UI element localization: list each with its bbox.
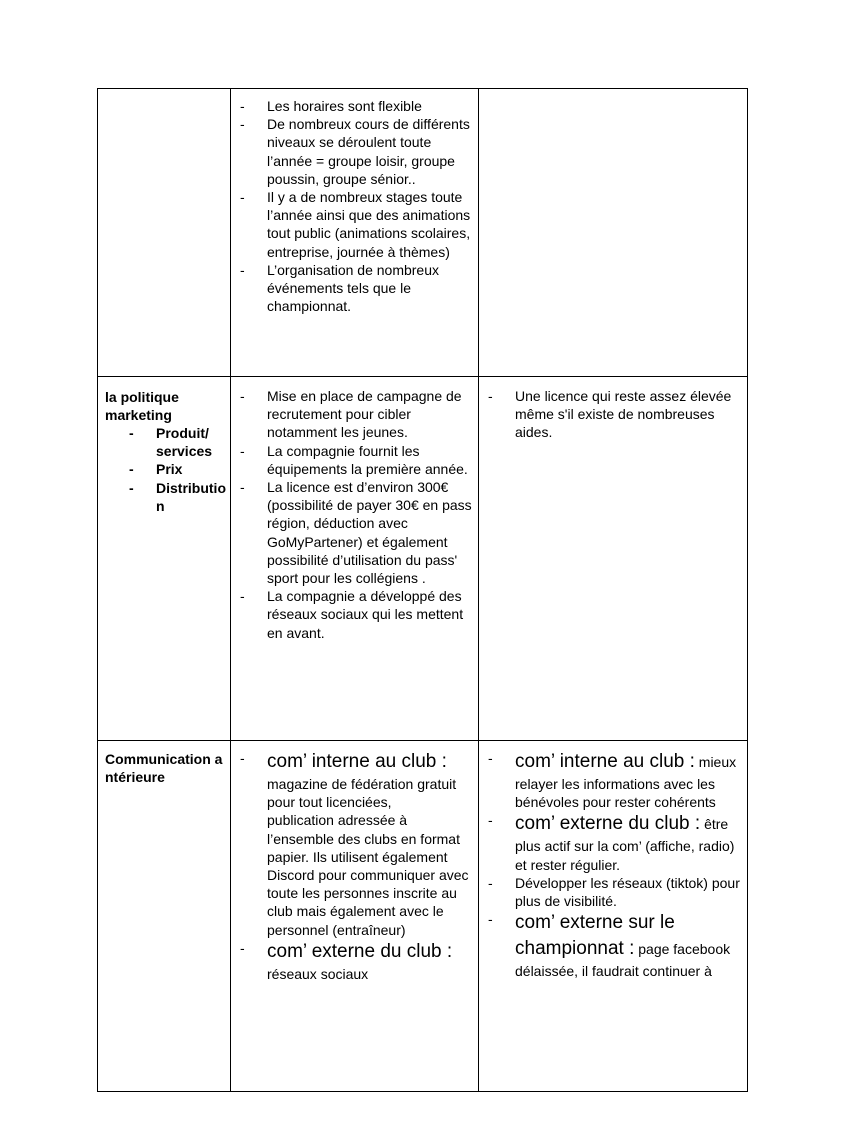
list-item: - De nombreux cours de différents niveaux se déroulent toute l’année = groupe loisir, groupe poussin, groupe sénior..: [240, 115, 472, 188]
list-item: [488, 874, 740, 910]
list-item: [488, 749, 740, 811]
item-heading: com’ externe du club :: [515, 813, 701, 835]
list-item: - La compagnie a développé des réseaux sociaux qui les mettent en avant.: [240, 587, 472, 642]
row3-col2-list: [240, 749, 472, 983]
row2-col2-list: [240, 387, 472, 642]
list-item: [488, 811, 740, 873]
item-text: réseaux sociaux: [267, 965, 369, 982]
column-divider: [478, 89, 479, 1091]
row-label: Communication antérieure: [105, 751, 223, 785]
list-item: - La licence est d’environ 300€ (possibilité de payer 30€ en pass région, déduction avec GoMyPartener) et également possibilité d’utilisation du pass' sport pour les collégiens .: [240, 478, 472, 587]
sublabel-item: - Produit/ services: [129, 424, 227, 460]
list-item: - Une licence qui reste assez élevée même s'il existe de nombreuses aides.: [488, 387, 740, 442]
item-text: publication adressée à l’ensemble des clubs en format papier. Ils utilisent également Discord pour communiquer avec toute les personnes inscrite au club mais également avec le personnel (entraîneur): [267, 812, 469, 938]
item-heading: com’ externe sur le championnat :: [515, 912, 675, 960]
row-sublabel-list: [129, 424, 227, 515]
content-table: [97, 88, 748, 1092]
row1-col2-list: [240, 97, 472, 315]
item-text: page facebook délaissée, il faudrait continuer à: [515, 941, 731, 980]
sublabel-item: - Prix: [129, 460, 227, 478]
row2-col3-list: [488, 387, 740, 442]
row2-label-cell: [105, 388, 227, 515]
row2-col2-cell: [240, 387, 472, 642]
item-text: être plus actif sur la com’ (affiche, radio) et rester régulier.: [515, 816, 735, 873]
list-item: [488, 910, 740, 980]
list-item: - L’organisation de nombreux événements tels que le championnat.: [240, 261, 472, 316]
row1-col2-cell: [240, 97, 472, 315]
row3-col3-cell: [488, 749, 740, 980]
list-item: - Les horaires sont flexible: [240, 97, 472, 115]
sublabel-item: - Distribution: [129, 479, 227, 515]
row-divider: [98, 740, 747, 741]
row3-col3-list: [488, 749, 740, 980]
row-divider: [98, 376, 747, 377]
item-heading: com’ interne au club :: [515, 751, 695, 772]
column-divider: [230, 89, 231, 1091]
list-item: - La compagnie fournit les équipements la première année.: [240, 442, 472, 478]
item-text: mieux relayer les informations avec les bénévoles pour rester cohérents: [515, 754, 737, 811]
list-item: - Il y a de nombreux stages toute l’année ainsi que des animations tout public (animations scolaires, entreprise, journée à thèmes): [240, 188, 472, 261]
item-heading: com’ interne au club :: [267, 751, 447, 772]
item-text: magazine de fédération gratuit pour tout licenciées,: [267, 776, 457, 811]
list-item: [240, 939, 472, 983]
item-heading: com’ externe du club :: [267, 940, 453, 962]
row-label: la politique marketing: [105, 389, 179, 423]
item-text: Développer les réseaux (tiktok) pour plus de visibilité.: [515, 874, 740, 910]
list-item: [240, 749, 472, 939]
row3-label-cell: [105, 750, 227, 786]
row2-col3-cell: [488, 387, 740, 442]
row3-col2-cell: [240, 749, 472, 983]
list-item: - Mise en place de campagne de recrutement pour cibler notamment les jeunes.: [240, 387, 472, 442]
